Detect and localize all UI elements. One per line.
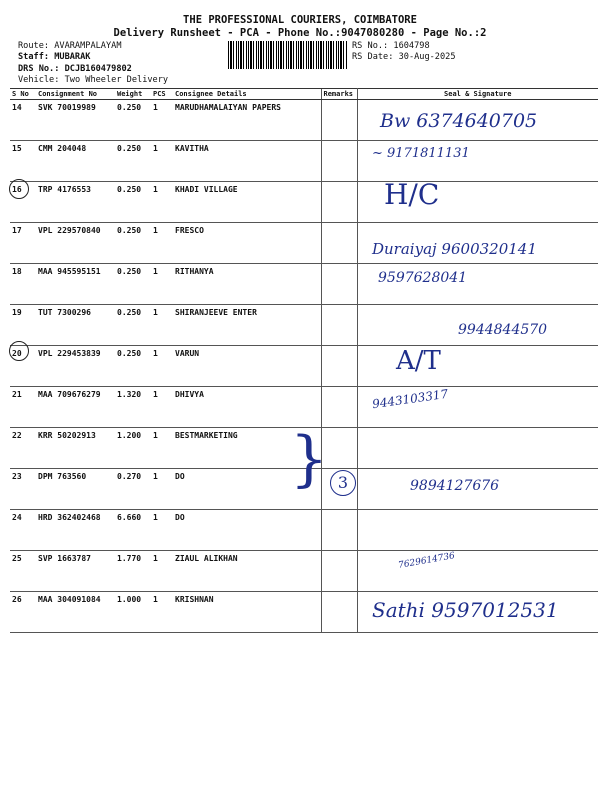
cell-consignment-no: VPL 229570840 [36,223,115,264]
cell-consignee: FRESCO [173,223,321,264]
cell-remarks [321,223,357,264]
cell-pcs: 1 [151,141,173,182]
cell-weight: 1.000 [115,592,151,633]
cell-consignment-no: KRR 50202913 [36,428,115,469]
cell-remarks [321,592,357,633]
cell-pcs: 1 [151,100,173,141]
cell-weight: 0.250 [115,223,151,264]
table-row [10,551,598,592]
table-row [10,182,598,223]
cell-weight: 1.320 [115,387,151,428]
cell-signature [357,428,598,469]
col-consignment: Consignment No [36,89,115,100]
handwritten-circle [9,179,29,199]
signature-26: Sathi 9597012531 [372,598,559,622]
col-pcs: PCS [151,89,173,100]
cell-weight: 6.660 [115,510,151,551]
col-weight: Weight [115,89,151,100]
cell-pcs: 1 [151,551,173,592]
cell-consignee: DO [173,469,321,510]
route-line: Route: AVARAMPALAYAM [18,41,122,51]
cell-consignee: ZIAUL ALIKHAN [173,551,321,592]
company-title: THE PROFESSIONAL COURIERS, COIMBATORE [183,14,417,26]
cell-sno: 24 [10,510,36,551]
cell-weight: 0.250 [115,264,151,305]
cell-signature [357,346,598,387]
cell-pcs: 1 [151,387,173,428]
cell-consignee: SHIRANJEEVE ENTER [173,305,321,346]
cell-sno: 22 [10,428,36,469]
table-row [10,387,598,428]
cell-pcs: 1 [151,469,173,510]
signature-19: 9944844570 [458,322,548,338]
cell-weight: 0.250 [115,346,151,387]
cell-pcs: 1 [151,223,173,264]
cell-consignee: DHIVYA [173,387,321,428]
cell-weight: 0.250 [115,305,151,346]
cell-consignment-no: TRP 4176553 [36,182,115,223]
cell-consignment-no: SVP 1663787 [36,551,115,592]
col-sno: S No [10,89,36,100]
cell-sno: 15 [10,141,36,182]
cell-pcs: 1 [151,264,173,305]
cell-weight: 0.250 [115,141,151,182]
cell-sno: 17 [10,223,36,264]
cell-consignee: BESTMARKETING [173,428,321,469]
cell-sno: 23 [10,469,36,510]
signature-23: 9894127676 [410,478,500,494]
signature-14: Bw 6374640705 [380,110,538,132]
cell-consignment-no: MAA 304091084 [36,592,115,633]
table-row [10,264,598,305]
cell-remarks [321,387,357,428]
vehicle-value: Two Wheeler Delivery [64,75,169,85]
cell-sno: 26 [10,592,36,633]
cell-consignment-no: SVK 70019989 [36,100,115,141]
col-consignee: Consignee Details [173,89,321,100]
cell-consignee: KHADI VILLAGE [173,182,321,223]
cell-consignee: KAVITHA [173,141,321,182]
cell-consignment-no: CMM 204048 [36,141,115,182]
cell-remarks [321,551,357,592]
cell-remarks [321,100,357,141]
cell-consignment-no: VPL 229453839 [36,346,115,387]
cell-consignment-no: TUT 7300296 [36,305,115,346]
cell-consignment-no: MAA 709676279 [36,387,115,428]
cell-pcs: 1 [151,182,173,223]
cell-weight: 0.250 [115,182,151,223]
rs-date-value: 30-Aug-2025 [398,52,456,62]
handwritten-brace: } [290,424,329,494]
staff-value: MUBARAK [54,52,91,62]
cell-remarks [321,305,357,346]
rs-no-line: RS No.: 1604798 [352,41,430,51]
cell-consignee: VARUN [173,346,321,387]
runsheet-subtitle: Delivery Runsheet - PCA - Phone No.:9047080280 - Page No.:2 [113,27,487,39]
signature-20: A/T [396,346,441,376]
table-header-row [10,89,598,100]
cell-pcs: 1 [151,305,173,346]
col-remarks: Remarks [321,89,357,100]
cell-sno: 19 [10,305,36,346]
drs-line: DRS No.: DCJB160479802 [18,64,132,74]
signature-18: 9597628041 [378,270,468,286]
cell-consignee: MARUDHAMALAIYAN PAPERS [173,100,321,141]
cell-remarks [321,510,357,551]
staff-line: Staff: MUBARAK [18,52,91,62]
cell-remarks [321,141,357,182]
table-row [10,510,598,551]
drs-value: DCJB160479802 [64,64,132,74]
cell-sno: 16 [10,182,36,223]
cell-sno: 20 [10,346,36,387]
signature-25: 7629614736 [397,551,456,571]
cell-consignment-no: MAA 945595151 [36,264,115,305]
cell-signature [357,551,598,592]
cell-sno: 18 [10,264,36,305]
cell-consignment-no: HRD 362402468 [36,510,115,551]
col-signature: Seal & Signature [357,89,598,100]
cell-consignee: KRISHNAN [173,592,321,633]
cell-weight: 1.770 [115,551,151,592]
cell-signature [357,510,598,551]
cell-pcs: 1 [151,592,173,633]
cell-consignee: DO [173,510,321,551]
cell-consignee: RITHANYA [173,264,321,305]
table-row [10,141,598,182]
route-value: AVARAMPALAYAM [54,41,122,51]
cell-consignment-no: DPM 763560 [36,469,115,510]
signature-21: 9443103317 [371,386,449,412]
cell-weight: 0.270 [115,469,151,510]
signature-17: Duraiyaj 9600320141 [372,240,537,258]
table-row [10,346,598,387]
signature-23-mark: 3 [330,470,356,496]
barcode [228,41,348,69]
cell-sno: 21 [10,387,36,428]
cell-pcs: 1 [151,346,173,387]
signature-15: ~ 9171811131 [372,146,470,161]
cell-sno: 14 [10,100,36,141]
runsheet-table [10,88,598,633]
cell-remarks [321,264,357,305]
cell-pcs: 1 [151,428,173,469]
cell-remarks [321,346,357,387]
rs-no-value: 1604798 [393,41,430,51]
cell-sno: 25 [10,551,36,592]
handwritten-circle [9,341,29,361]
cell-weight: 0.250 [115,100,151,141]
vehicle-line: Vehicle: Two Wheeler Delivery [18,75,169,85]
cell-remarks [321,182,357,223]
rs-date-line: RS Date: 30-Aug-2025 [352,52,456,62]
cell-pcs: 1 [151,510,173,551]
signature-16: H/C [384,178,440,211]
cell-weight: 1.200 [115,428,151,469]
